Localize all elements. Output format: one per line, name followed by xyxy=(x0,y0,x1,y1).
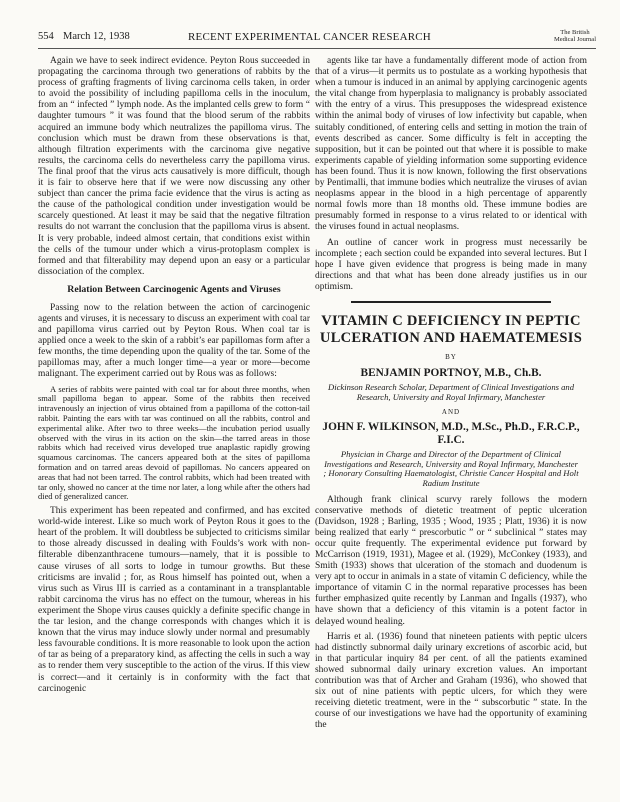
paragraph: Passing now to the relation between the action of carcinogenic agents and viruses, it is necessary to discuss an experiment with coal tar and papilloma virus carried out by Peyton Rous. When coal tar is applied once a week to the skin of a rabbit’s ear papillomas form after a few months, the time depending upon the quality of the tar. Some of the papillomas may, after a much longer time—a year or more—become malignant. The experiment carried out by Rous was as follows: xyxy=(38,302,310,380)
author-name: JOHN F. WILKINSON, M.D., M.Sc., Ph.D., F.R.C.P., F.I.C. xyxy=(322,421,580,447)
journal-name-line1: The British xyxy=(560,29,590,36)
journal-name-line2: Medical Journal xyxy=(553,36,596,43)
byline-by: BY xyxy=(445,352,457,361)
paragraph: An outline of cancer work in progress must necessarily be incomplete ; each section could be expanded into several lectures. But I hope I have given evidence that progress is being made in many directions and that what has been done already justifies us in our optimism. xyxy=(315,237,587,292)
left-column xyxy=(38,56,310,699)
journal-name xyxy=(554,29,596,43)
paragraph: Although frank clinical scurvy rarely follows the modern conservative methods of dietetic treatment of peptic ulceration (Davidson, 1928 ; Barling, 1935 ; Wood, 1935 ; Platt, 1936) it is now being realized that early “ prescorbutic ” or “ subclinical ” states may occur quite frequently. The experimental evidence put forward by McCarrison (1919, 1931), Magee et al. (1929), McConkey (1933), and Smith (1933) shows that ulceration of the stomach and duodenum is very apt to occur in animals in a state of vitamin C deficiency, while the importance of vitamin C in the normal reparative processes has been further emphasized quite recently by Lanman and Ingalls (1937), who have shown that a deficiency of this vitamin is a potent factor in delayed wound healing. xyxy=(315,494,587,627)
page-number: 554 xyxy=(38,31,54,42)
article-title: VITAMIN C DEFICIENCY IN PEPTIC ULCERATION AND HAEMATEMESIS xyxy=(319,312,583,346)
running-title: RECENT EXPERIMENTAL CANCER RESEARCH xyxy=(188,31,431,43)
issue-date: March 12, 1938 xyxy=(63,31,130,42)
author-affiliation: Physician in Charge and Director of the Department of Clinical Investigations and Research, University and Royal Infirmary, Manchester ; Honorary Consulting Haematologist, Christie Cancer Hospital and Holt Radium Institute xyxy=(323,449,579,488)
paragraph: agents like tar have a fundamentally different mode of action from that of a virus—it permits us to postulate as a working hypothesis that when a tumour is induced in an animal by applying carcinogenic agents the vital change from hyperplasia to malignancy is probably associated with the entry of a virus. This presupposes the widespread existence within the animal body of viruses of low infectivity but capable, when suitably conditioned, of entering cells and setting in motion the train of events described as cancer. Some difficulty is felt in accepting the supposition, but it can be pointed out that where it is possible to make experiments capable of yielding information some supporting evidence has been found. Thus it is now known, following the first observations by Pentimalli, that immune bodies which neutralize the viruses of avian neoplasms appear in the blood in a high percentage of apparently normal fowls more than 18 months old. These immune bodies are presumably formed in response to a virus related to or identical with the viruses found in actual neoplasms. xyxy=(315,56,587,233)
author-affiliation: Dickinson Research Scholar, Department of Clinical Investigations and Research, University and Royal Infirmary, Manchester xyxy=(328,381,574,402)
author-name: BENJAMIN PORTNOY, M.B., Ch.B. xyxy=(360,366,542,379)
right-column xyxy=(315,56,587,736)
paragraph: This experiment has been repeated and confirmed, and has excited world-wide interest. Like so much work of Peyton Rous it goes to the heart of the problem. It will doubtless be subjected to criticisms similar to those already discussed in dealing with Foulds’s work with non-filterable dibenzanthracene tumours—namely, that it is possible to cause viruses of all sorts to lodge in tumour growths. But these criticisms are invalid ; for, as Rous himself has pointed out, when a virus such as Virus III is carried as a contaminant in a transplantable rabbit carcinoma the virus has no effect on the tumour, whereas in his experiment the Shope virus causes quickly a definite specific change in the tar lesion, and the change corresponds with changes which it is known that the virus may induce slowly under normal and presumably less favourable conditions. It is more reasonable to look upon the action of tar as being of a preparatory kind, as affecting the cells in such a way as to render them very susceptible to the action of the virus. If this view is correct—and it certainly is in conformity with the fact that carcinogenic xyxy=(38,506,310,694)
section-heading: Relation Between Carcinogenic Agents and Viruses xyxy=(67,283,281,295)
running-header xyxy=(38,28,596,49)
experiment-description: A series of rabbits were painted with coal tar for about three months, when small papilloma began to appear. Some of the rabbits then received intravenously an injection of virus obtained from a papilloma of the cotton-tail rabbit. Painting the ears with tar was continued on all the rabbits, control and experimental alike. After two to three weeks—the incubation period usually observed with the virus in its action on the skin—the tarred areas in those rabbits which had received virus developed true anaplastic rapidly growing squamous carcinomas. The cancers appeared both at the sites of papilloma formation and on tarred areas devoid of papillomas. No cancers appeared on areas that had not been tarred. The control rabbits, which had been treated with tar only, showed no cancer at the time nor later, a long while after the others had died of generalized cancer. xyxy=(38,383,310,502)
article-divider xyxy=(351,301,551,303)
paragraph: Harris et al. (1936) found that nineteen patients with peptic ulcers had distinctly subnormal daily urinary excretions of ascorbic acid, but in that particular inquiry 84 per cent. of all the patients examined showed subnormal daily urinary excretion values. An important contribution was that of Archer and Graham (1936), who showed that six out of nine patients with peptic ulcers, for which they were receiving dietetic treatment, were in the “ subscorbutic ” state. In the course of our investigations we have had the opportunity of examining the xyxy=(315,631,587,731)
byline-and: AND xyxy=(441,408,461,417)
paragraph: Again we have to seek indirect evidence. Peyton Rous succeeded in propagating the carcinoma through two generations of rabbits by the process of grafting fragments of living carcinoma cells taken, in order to avoid the possibility of including papilloma cells in the inoculum, from an “ infected ” lymph node. As the implanted cells grew to form “ daughter tumours ” it was found that the blood serum of the rabbits acquired an immune body which neutralizes the papilloma virus. The conclusion which must be drawn from these observations is that, although filtration experiments with the carcinoma give negative results, the carcinoma cells do nevertheless carry the papilloma virus. The final proof that the virus acts causatively is more difficult, though it is fair to observe here that if we were now discussing any other subject than cancer the prima facie evidence that the virus is acting as the cause of the pathological condition under investigation would be scarcely questioned. At least it may be said that the negative filtration results do not warrant the conclusion that the papilloma virus is absent. It is very probable, indeed almost certain, that conditions exist within the cells of the tumour under which a virus-protoplasm complex is formed and that filterability may depend upon an easy or a particular dissociation of the complex. xyxy=(38,56,310,277)
